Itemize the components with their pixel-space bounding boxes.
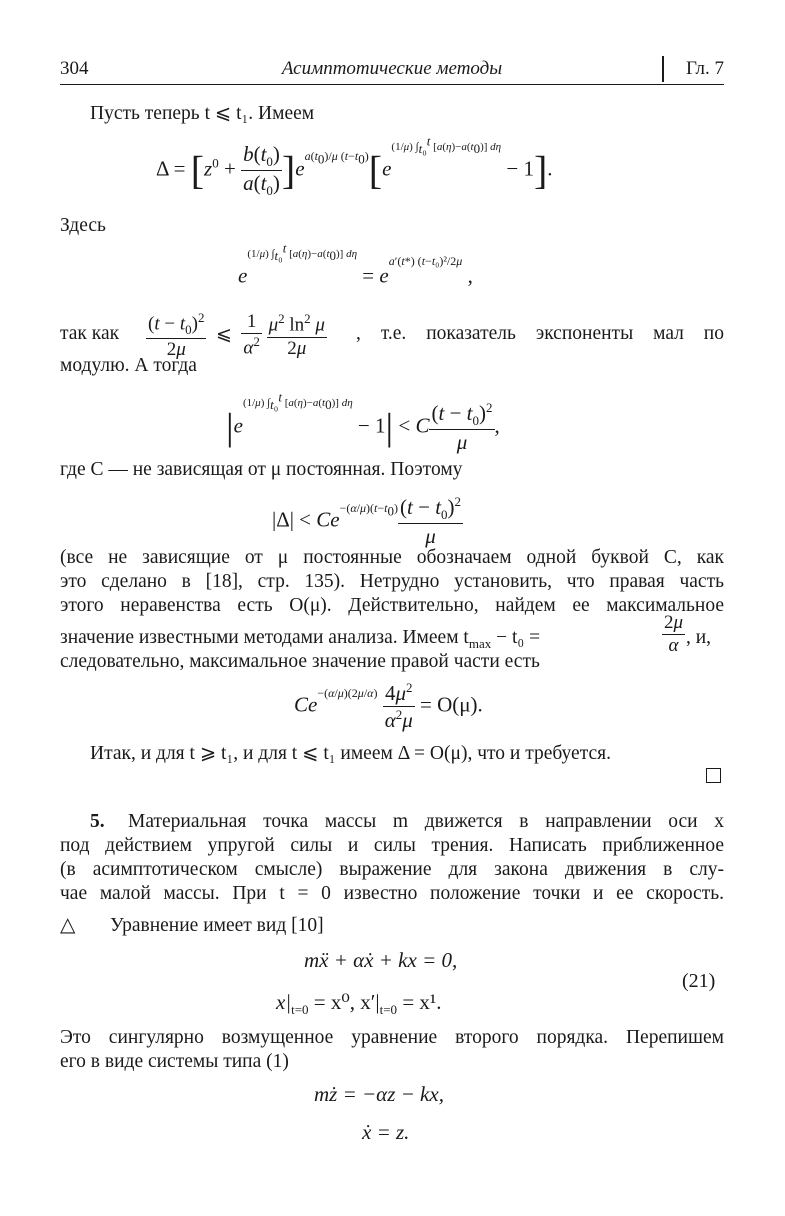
qed-square [706, 768, 721, 783]
paragraph-line-1: (все не зависящие от μ постоянные обозначаем одной буквой C, как [60, 547, 724, 568]
problem-line-2: под действием упругой силы и силы трения. Написать приближенное [60, 835, 724, 856]
fraction-b-over-a: $\frac{b(t_0)}{a(t_0)}$ [243, 142, 280, 199]
tak-kak-formula: $\frac{(t - t_0)^2}{2\mu}$ ⩽ $\frac{1}{\alpha^2}$ $\frac{\mu^2 \ln^2 \mu}{2\mu}$ [148, 310, 325, 361]
problem-5-number: 5. [90, 811, 105, 832]
text-zdes: Здесь [60, 215, 106, 236]
paragraph-line-4-tail: , и, [686, 627, 712, 648]
text-gde: где C — не зависящая от μ постоянная. Поэтому [60, 459, 463, 480]
delta-lhs: Δ = [156, 156, 186, 181]
text-tak-kak-tail: , т.е. показатель экспоненты мал по [356, 323, 724, 344]
text-uravnenie: Уравнение имеет вид [10] [110, 915, 324, 936]
text-modulyu: модулю. А тогда [60, 355, 197, 376]
paragraph-line-5: следовательно, максимальное значение правой части есть [60, 651, 540, 672]
problem-line-4: чае малой массы. При t = 0 известно положение точки и ее скорость. [60, 883, 724, 904]
modulus-inequality: $|e^{(1/\mu) \int_{t_0}^t [a(\eta)-a(t_0)] d\eta} - 1| < C$ $\frac{(t - t_0)^2}{\mu}$ , [226, 389, 500, 455]
delta-bound: $|\Delta| < Ce^{-(\alpha/\mu)(t-t_0)}$ $\frac{(t - t_0)^2}{\mu}$ [272, 494, 462, 549]
solution-triangle-icon: △ [60, 914, 76, 936]
running-header [60, 58, 724, 82]
running-title: Асимптотические методы [281, 58, 503, 79]
header-separator [662, 56, 664, 82]
system-line-1: mż = −αz − kx, [314, 1082, 444, 1106]
equation-21-line-1: mẍ + αẋ + kx = 0, [304, 948, 458, 972]
page-number: 304 [60, 58, 89, 79]
exponent-equality: $e^{(1/\mu) \int_{t_0}^t [a(\eta)-a(t_0)] d\eta} = e^{a'(t*) (t-t_0)^2/2\mu}$ , [238, 240, 473, 288]
paragraph-line-3: этого неравенства есть O(μ). Действительно, найдем ее максимальное [60, 595, 724, 616]
paragraph-line-2: это сделано в [18], стр. 135). Нетрудно установить, что правая часть [60, 571, 724, 592]
problem-line-1: Материальная точка массы m движется в направлении оси x [128, 811, 724, 832]
max-value-formula: $Ce^{-(\alpha/\mu)(2\mu/\alpha)}$ $\frac{4\mu^2}{\alpha^2\mu}$ = O(μ). [294, 680, 483, 732]
text-line-1: Пусть теперь t ⩽ t₁. Имеем [90, 103, 315, 124]
paragraph-line-4: значение известными методами анализа. Имеем $t_{max} - t_0$ = [60, 627, 541, 651]
equation-21-line-2: $x|_{t=0} = x^0$, $x'|_{t=0} = x^1$. [276, 990, 442, 1018]
text-tak-kak [60, 322, 119, 346]
delta-formula: $\Delta = [z^0$ + $\frac{b(t_0)}{a(t_0)}$ ]$e^{a(t_0)/\mu (t-t_0)}[e^{(1/\mu) \int_{t_0}^t [a(\eta)-a(t_0)] d\eta} - 1]$. [156, 132, 553, 199]
problem-line-3: (в асимптотическом смысле) выражение для закона движения в слу- [60, 859, 724, 880]
equation-number-21: (21) [682, 970, 716, 992]
singular-line-2: его в виде системы типа (1) [60, 1051, 289, 1072]
singular-line-1: Это сингулярно возмущенное уравнение второго порядка. Перепишем [60, 1027, 724, 1048]
text-itak: Итак, и для t ⩾ t₁, и для t ⩽ t₁ имеем Δ = O(μ), что и требуется. [90, 743, 611, 764]
tmax-fraction: $\frac{2\mu}{\alpha}$ [664, 612, 684, 656]
header-rule [60, 84, 724, 85]
system-line-2: ẋ = z. [362, 1120, 410, 1144]
chapter-label: Гл. 7 [685, 58, 724, 79]
tak-kak-label: так как [60, 323, 120, 344]
